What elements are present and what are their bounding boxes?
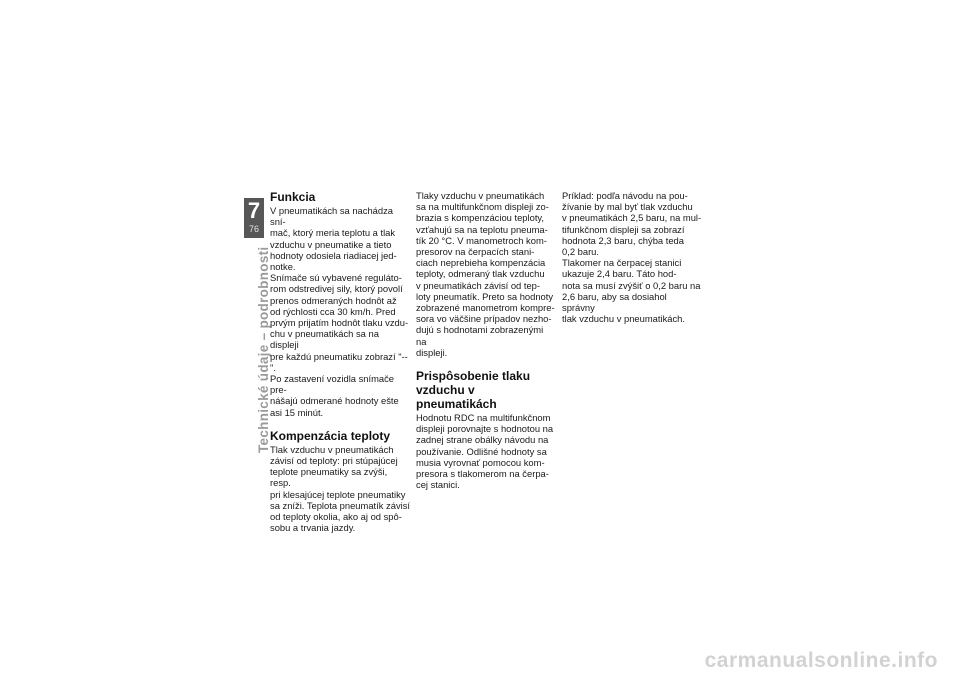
paragraph: V pneumatikách sa nachádza sní- mač, ktorý meria teplotu a tlak vzduchu v pneumatike a tieto hodnoty odosiela riadiacej jed- notke. bbox=[270, 205, 397, 273]
heading-temperature-compensation: Kompenzácia teploty bbox=[270, 428, 391, 443]
chapter-side-label: Technické údaje – podrobnosti bbox=[256, 246, 271, 453]
paragraph: Snímače sú vybavené reguláto- rom odstredivej sily, ktorý povolí prenos odmeraných hodnôt až od rýchlosti cca 30 km/h. Pred prvým prijatím hodnôt tlaku vzdu- chu v pneumatikách sa na displeji pre každú pneumatiku zobrazí "--". Po zastavení vozidla snímače pre- nášajú odmerané hodnoty ešte asi 15 minút. bbox=[270, 272, 409, 418]
paragraph: Príklad: podľa návodu na pou- žívanie by mal byť tlak vzduchu v pneumatikách 2,5 baru, na mul- tifunkčnom displeji sa zobrazí hodnota 2,3 baru, chýba teda 0,2 baru. bbox=[562, 190, 702, 258]
paragraph: Tlaky vzduchu v pneumatikách sa na multifunkčnom displeji zo- brazia s kompenzáciou teploty, vzťahujú sa na teplotu pneuma- tík 20 °C. V manometroch kom- presorov na čerpacích stani- ciach neprebieha kompenzácia teploty, odmeraný tlak vzduchu v pneumatikách závisí od tep- loty pneumatík. Preto sa hodnoty zobrazené manometrom kompre- sora vo väčšine prípadov nezho- dujú s hodnotami zobrazenými na displeji. bbox=[416, 190, 555, 358]
text-column-3 bbox=[562, 190, 702, 324]
paragraph: Tlak vzduchu v pneumatikách závisí od teploty: pri stúpajúcej teplote pneumatiky sa zvýši, resp. pri klesajúcej teplote pneumatiky sa zníži. Teplota pneumatík závisí od teploty okolia, ako aj od spô- sobu a trvania jazdy. bbox=[270, 443, 411, 534]
chapter-tab bbox=[244, 198, 264, 238]
page-number: 76 bbox=[248, 224, 259, 234]
heading-pressure-adjustment: Prispôsobenie tlaku vzduchu v pneumatikách bbox=[416, 369, 531, 412]
heading-funkcia: Funkcia bbox=[270, 190, 316, 204]
paragraph: Tlakomer na čerpacej stanici ukazuje 2,4 baru. Táto hod- nota sa musí zvýšiť o 0,2 baru na 2,6 baru, aby sa dosiahol správny tlak vzduchu v pneumatikách. bbox=[562, 257, 701, 325]
text-column-1 bbox=[270, 190, 410, 533]
paragraph: Hodnotu RDC na multifunkčnom displeji porovnajte s hodnotou na zadnej strane obálky návodu na používanie. Odlišné hodnoty sa musia vyrovnať pomocou kom- presora s tlakomerom na čerpa- cej stanici. bbox=[416, 412, 554, 491]
site-watermark: carmanualsonline.info bbox=[704, 649, 938, 672]
chapter-number: 7 bbox=[247, 198, 261, 223]
text-column-2 bbox=[416, 190, 556, 490]
